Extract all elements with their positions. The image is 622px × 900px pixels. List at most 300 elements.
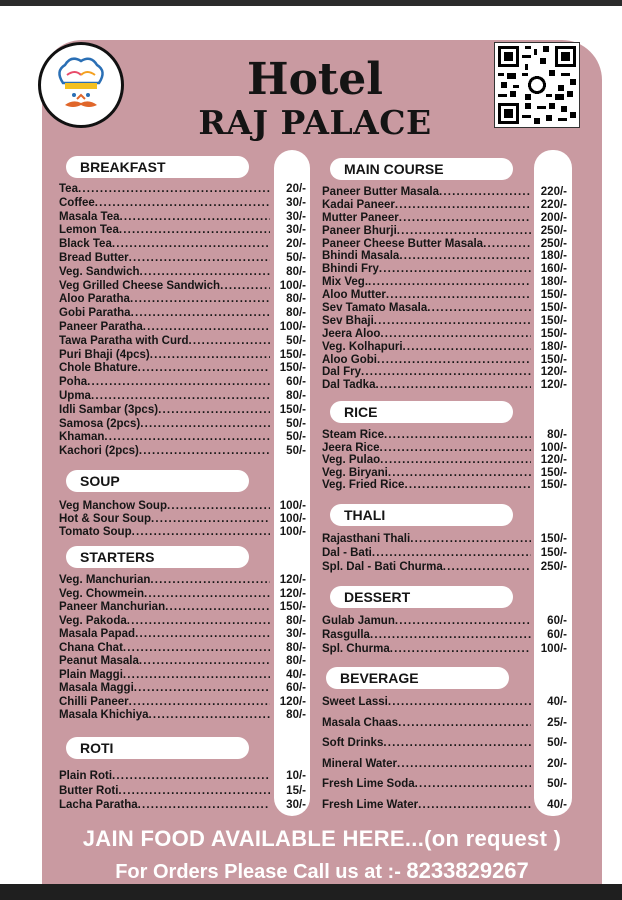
dot-leader — [78, 183, 270, 197]
menu-item — [59, 307, 306, 321]
order-text: For Orders Please Call us at :- — [115, 861, 401, 883]
dot-leader — [380, 454, 531, 467]
menu-item — [59, 321, 306, 335]
menu-item — [59, 628, 306, 642]
menu-item — [59, 500, 306, 513]
dot-leader — [135, 628, 270, 642]
dot-leader — [87, 376, 270, 390]
menu-item — [322, 560, 567, 574]
dot-leader — [375, 379, 531, 392]
menu-item-price: 150/- — [279, 403, 306, 416]
menu-item-price: 30/- — [286, 196, 306, 209]
dot-leader — [120, 211, 270, 225]
menu-item-price: 50/- — [286, 445, 306, 458]
dot-leader — [372, 546, 531, 560]
dot-leader — [139, 655, 270, 669]
menu-item — [59, 362, 306, 376]
menu-item — [59, 280, 306, 294]
menu-item — [59, 238, 306, 252]
menu-item-price: 15/- — [286, 784, 306, 797]
main-course-list — [322, 186, 567, 392]
menu-item-name: Kachori (2pcs) — [59, 445, 139, 458]
menu-item-name: Butter Roti — [59, 784, 119, 797]
dot-leader — [132, 526, 270, 539]
menu-item-name: Chole Bhature — [59, 362, 138, 375]
menu-item — [59, 266, 306, 280]
dot-leader — [140, 266, 270, 280]
menu-item — [59, 293, 306, 307]
menu-item — [322, 276, 567, 289]
menu-item — [59, 615, 306, 629]
dot-leader — [123, 642, 270, 656]
dot-leader — [410, 532, 531, 546]
section-beverage: BEVERAGE — [326, 667, 509, 689]
phone-number[interactable]: 8233829267 — [406, 858, 529, 883]
dot-leader — [398, 713, 531, 734]
bottom-border — [0, 884, 622, 900]
menu-item-price: 150/- — [540, 533, 567, 545]
menu-item-name: Spl. Churma — [322, 643, 390, 655]
chef-logo-icon — [38, 42, 124, 128]
dot-leader — [189, 335, 270, 349]
menu-item-price: 120/- — [279, 587, 306, 600]
menu-item-name: Aloo Paratha — [59, 293, 130, 306]
dot-leader — [380, 328, 531, 341]
menu-item-price: 100/- — [540, 643, 567, 655]
dessert-list — [322, 614, 567, 656]
menu-item-price: 40/- — [286, 668, 306, 681]
menu-item-price: 30/- — [286, 628, 306, 640]
dot-leader — [368, 276, 531, 289]
menu-item-name: Sev Bhaji — [322, 314, 374, 327]
menu-item — [59, 682, 306, 696]
menu-item — [322, 733, 567, 754]
dot-leader — [415, 774, 531, 795]
menu-item — [59, 588, 306, 602]
menu-item — [322, 713, 567, 734]
dot-leader — [138, 798, 270, 813]
menu-item — [322, 379, 567, 392]
starters-list — [59, 574, 306, 723]
menu-item-price: 120/- — [540, 379, 567, 392]
menu-item-price: 100/- — [279, 526, 306, 539]
menu-item — [59, 252, 306, 266]
menu-item-price: 60/- — [547, 615, 567, 627]
menu-item — [59, 404, 306, 418]
dot-leader — [361, 366, 531, 379]
menu-item-price: 80/- — [286, 655, 306, 667]
menu-item-price: 80/- — [286, 389, 306, 402]
roti-list — [59, 769, 306, 813]
menu-item-price: 220/- — [540, 186, 567, 198]
menu-item — [59, 769, 306, 784]
menu-item — [322, 479, 567, 492]
dot-leader — [374, 315, 531, 328]
menu-item-price: 100/- — [279, 279, 306, 292]
menu-item-price: 80/- — [286, 265, 306, 278]
menu-item-price: 100/- — [279, 320, 306, 333]
section-breakfast: BREAKFAST — [66, 156, 249, 178]
dot-leader — [140, 418, 270, 432]
menu-item — [59, 445, 306, 459]
menu-item — [322, 454, 567, 467]
menu-item — [322, 250, 567, 263]
menu-item-name: Veg. Manchurian — [59, 574, 151, 586]
thali-list — [322, 532, 567, 574]
menu-item — [59, 197, 306, 211]
menu-item-name: Sev Tamato Masala — [322, 302, 428, 315]
menu-item-name: Veg Grilled Cheese Sandwich — [59, 279, 221, 292]
dot-leader — [395, 199, 531, 212]
menu-item-name: Paneer Manchurian — [59, 601, 166, 613]
menu-item-name: Dal Tadka — [322, 379, 376, 392]
menu-item — [322, 429, 567, 442]
menu-item — [59, 642, 306, 656]
menu-item-price: 50/- — [286, 334, 306, 347]
menu-item-price: 150/- — [540, 353, 567, 366]
menu-item-price: 250/- — [540, 237, 567, 250]
menu-item-price: 80/- — [286, 709, 306, 721]
dot-leader — [403, 341, 531, 354]
menu-item-name: Paneer Bhurji — [322, 224, 397, 237]
menu-item-price: 20/- — [286, 183, 306, 195]
dot-leader — [377, 354, 531, 367]
menu-item-price: 150/- — [279, 362, 306, 375]
top-border — [0, 0, 622, 6]
section-dessert: DESSERT — [330, 586, 513, 608]
menu-item — [322, 642, 567, 656]
section-rice: RICE — [330, 401, 513, 423]
menu-item-price: 60/- — [286, 376, 306, 389]
menu-item — [322, 754, 567, 775]
menu-item-price: 10/- — [286, 770, 306, 782]
menu-item — [322, 289, 567, 302]
menu-item — [59, 183, 306, 197]
menu-item-name: Poha — [59, 376, 88, 389]
menu-item-name: Bhindi Masala — [322, 250, 400, 263]
dot-leader — [150, 349, 270, 363]
dot-leader — [165, 601, 270, 615]
menu-item-price: 80/- — [286, 307, 306, 320]
menu-item-name: Hot & Sour Soup — [59, 513, 151, 526]
section-main-course: MAIN COURSE — [330, 158, 513, 180]
menu-item-name: Dal - Bati — [322, 547, 372, 559]
menu-item-name: Dal Fry — [322, 366, 361, 379]
menu-item — [322, 263, 567, 276]
menu-item — [322, 199, 567, 212]
menu-item-name: Peanut Masala — [59, 655, 139, 667]
dot-leader — [384, 429, 531, 442]
menu-item — [59, 526, 306, 539]
menu-item — [59, 390, 306, 404]
dot-leader — [388, 692, 531, 713]
menu-item-name: Idli Sambar (3pcs) — [59, 403, 159, 416]
menu-item-name: Coffee — [59, 196, 95, 209]
menu-item-name: Bread Butter — [59, 251, 129, 264]
breakfast-list — [59, 183, 306, 459]
order-contact — [42, 858, 602, 884]
hotel-name: RAJ PALACE — [198, 103, 432, 142]
qr-code-icon[interactable] — [494, 42, 580, 128]
dot-leader — [95, 197, 270, 211]
menu-item-price: 150/- — [540, 327, 567, 340]
dot-leader — [112, 238, 270, 252]
dot-leader — [104, 431, 270, 445]
menu-item — [59, 349, 306, 363]
menu-item-name: Lacha Paratha — [59, 799, 138, 811]
dot-leader — [399, 212, 531, 225]
dot-leader — [397, 754, 531, 775]
menu-item-price: 150/- — [540, 302, 567, 315]
dot-leader — [151, 513, 270, 526]
menu-item-name: Tomato Soup — [59, 526, 132, 539]
dot-leader — [130, 293, 270, 307]
dot-leader — [395, 614, 531, 628]
menu-item-name: Gulab Jamun — [322, 615, 395, 627]
dot-leader — [148, 709, 270, 723]
menu-item-name: Masala Khichiya — [59, 709, 149, 721]
dot-leader — [399, 250, 531, 263]
menu-item — [59, 784, 306, 799]
section-starters: STARTERS — [66, 546, 249, 568]
menu-item-price: 50/- — [286, 251, 306, 264]
menu-item-price: 150/- — [540, 466, 567, 479]
menu-item-price: 160/- — [540, 263, 567, 276]
menu-item-name: Tea — [59, 183, 78, 195]
menu-item — [59, 335, 306, 349]
menu-item-name: Rasgulla — [322, 629, 370, 641]
menu-item-name: Plain Roti — [59, 770, 113, 782]
menu-item-name: Samosa (2pcs) — [59, 417, 141, 430]
menu-item-name: Bhindi Fry — [322, 263, 379, 276]
menu-item — [59, 418, 306, 432]
dot-leader — [483, 238, 531, 251]
menu-item-price: 180/- — [540, 276, 567, 289]
menu-item-price: 25/- — [547, 716, 567, 729]
menu-item — [322, 546, 567, 560]
dot-leader — [123, 669, 270, 683]
dot-leader — [388, 467, 531, 480]
menu-item — [322, 692, 567, 713]
menu-item — [322, 225, 567, 238]
dot-leader — [139, 445, 270, 459]
dot-leader — [443, 560, 531, 574]
menu-item-price: 120/- — [279, 574, 306, 586]
menu-item-price: 80/- — [286, 614, 306, 627]
beverage-list — [322, 692, 567, 815]
menu-item-price: 60/- — [286, 682, 306, 694]
menu-item — [322, 467, 567, 480]
dot-leader — [150, 574, 270, 588]
menu-item-price: 180/- — [540, 340, 567, 353]
dot-leader — [144, 588, 270, 602]
menu-item — [322, 238, 567, 251]
menu-item-price: 120/- — [540, 366, 567, 379]
menu-item-name: Veg. Chowmein — [59, 587, 144, 600]
menu-item-price: 150/- — [279, 601, 306, 613]
menu-item — [322, 302, 567, 315]
dot-leader — [91, 390, 270, 404]
hotel-title: Hotel — [247, 54, 383, 105]
menu-item-name: Fresh Lime Water — [322, 798, 419, 811]
menu-item-name: Veg. Sandwich — [59, 265, 140, 278]
menu-item-name: Masala Chaas — [322, 716, 399, 729]
menu-item-price: 150/- — [540, 289, 567, 302]
menu-item-name: Puri Bhaji (4pcs) — [59, 348, 150, 361]
menu-item-name: Khaman — [59, 431, 105, 444]
menu-item-price: 30/- — [286, 799, 306, 811]
dot-leader — [134, 682, 270, 696]
dot-leader — [131, 307, 270, 321]
menu-item-name: Fresh Lime Soda — [322, 778, 415, 790]
menu-item-name: Steam Rice — [322, 429, 385, 441]
menu-item-price: 100/- — [279, 500, 306, 512]
dot-leader — [129, 252, 270, 266]
menu-item-name: Chana Chat — [59, 641, 123, 654]
menu-item-name: Soft Drinks — [322, 737, 384, 749]
dot-leader — [370, 628, 531, 642]
menu-item — [322, 212, 567, 225]
menu-item-name: Aloo Gobi — [322, 353, 377, 366]
dot-leader — [386, 289, 531, 302]
menu-item — [59, 224, 306, 238]
menu-item-price: 50/- — [286, 417, 306, 430]
dot-leader — [167, 500, 270, 513]
menu-item-price: 80/- — [286, 293, 306, 306]
dot-leader — [390, 642, 531, 656]
dot-leader — [138, 362, 270, 376]
menu-item — [322, 354, 567, 367]
dot-leader — [418, 795, 531, 816]
menu-item — [59, 798, 306, 813]
menu-item-price: 80/- — [286, 641, 306, 654]
dot-leader — [127, 615, 270, 629]
menu-item — [59, 211, 306, 225]
menu-item — [322, 614, 567, 628]
menu-item-name: Kadai Paneer — [322, 198, 395, 211]
menu-item-price: 100/- — [279, 513, 306, 526]
menu-item-price: 250/- — [540, 224, 567, 237]
menu-item-price: 30/- — [286, 224, 306, 237]
menu-item — [59, 376, 306, 390]
menu-item-price: 50/- — [547, 778, 567, 790]
menu-item-name: Paneer Butter Masala — [322, 186, 439, 198]
menu-item — [322, 774, 567, 795]
menu-item-name: Lemon Tea — [59, 224, 119, 237]
jain-food-notice: JAIN FOOD AVAILABLE HERE...(on request ) — [82, 826, 562, 851]
section-thali: THALI — [330, 504, 513, 526]
menu-item-name: Masala Papad — [59, 628, 136, 640]
menu-item-name: Veg. Fried Rice — [322, 479, 405, 492]
dot-leader — [379, 263, 531, 276]
menu-item-price: 50/- — [286, 431, 306, 444]
menu-item-price: 120/- — [279, 695, 306, 708]
menu-item-name: Masala Maggi — [59, 682, 134, 694]
menu-item-price: 20/- — [547, 757, 567, 770]
dot-leader — [158, 404, 270, 418]
menu-item-price: 150/- — [540, 547, 567, 559]
menu-item-price: 220/- — [540, 198, 567, 211]
section-roti: ROTI — [66, 737, 249, 759]
menu-item-price: 180/- — [540, 250, 567, 263]
menu-item — [59, 696, 306, 710]
dot-leader — [118, 784, 270, 799]
menu-item-price: 80/- — [547, 429, 567, 441]
menu-item — [322, 532, 567, 546]
menu-item-name: Mix Veg. — [322, 276, 369, 289]
dot-leader — [397, 225, 531, 238]
menu-item — [322, 628, 567, 642]
menu-item-name: Aloo Mutter — [322, 289, 386, 302]
menu-item-name: Tawa Paratha with Curd — [59, 334, 189, 347]
menu-item-name: Spl. Dal - Bati Churma — [322, 561, 443, 573]
menu-item-name: Veg. Kolhapuri — [322, 340, 403, 353]
dot-leader — [404, 479, 531, 492]
dot-leader — [220, 280, 270, 294]
menu-item — [322, 328, 567, 341]
menu-item — [59, 431, 306, 445]
menu-item-price: 120/- — [540, 454, 567, 467]
menu-item-name: Jeera Aloo — [322, 327, 381, 340]
menu-item-price: 150/- — [540, 479, 567, 492]
menu-item — [59, 601, 306, 615]
menu-item-price: 20/- — [286, 238, 306, 251]
menu-item — [59, 709, 306, 723]
menu-item-name: Veg. Pulao — [322, 454, 381, 467]
menu-item-name: Rajasthani Thali — [322, 533, 411, 545]
menu-item — [322, 341, 567, 354]
menu-item-price: 250/- — [540, 561, 567, 573]
dot-leader — [439, 186, 531, 199]
menu-item-name: Upma — [59, 389, 91, 402]
menu-item-price: 60/- — [547, 629, 567, 641]
menu-item-name: Jeera Rice — [322, 441, 380, 454]
menu-item-price: 150/- — [279, 348, 306, 361]
dot-leader — [383, 733, 531, 754]
menu-item-name: Paneer Cheese Butter Masala — [322, 237, 484, 250]
menu-item-name: Masala Tea — [59, 210, 120, 223]
soup-list — [59, 500, 306, 540]
rice-list — [322, 429, 567, 492]
dot-leader — [380, 442, 531, 455]
dot-leader — [119, 224, 270, 238]
menu-item-name: Veg. Pakoda — [59, 614, 127, 627]
menu-item-price: 40/- — [547, 798, 567, 811]
menu-item-name: Mutter Paneer — [322, 211, 399, 224]
menu-item-name: Chilli Paneer — [59, 695, 129, 708]
menu-item-name: Black Tea — [59, 238, 112, 251]
menu-item — [59, 574, 306, 588]
menu-item — [322, 315, 567, 328]
menu-item — [59, 513, 306, 526]
dot-leader — [427, 302, 531, 315]
menu-item-name: Gobi Paratha — [59, 307, 131, 320]
menu-item — [59, 655, 306, 669]
menu-item — [322, 795, 567, 816]
section-soup: SOUP — [66, 470, 249, 492]
menu-item — [322, 186, 567, 199]
menu-item-price: 30/- — [286, 210, 306, 223]
menu-item — [59, 669, 306, 683]
menu-item-price: 150/- — [540, 314, 567, 327]
menu-item — [322, 366, 567, 379]
menu-item-name: Plain Maggi — [59, 668, 123, 681]
dot-leader — [112, 769, 270, 784]
menu-item-name: Sweet Lassi — [322, 696, 388, 708]
menu-item-name: Mineral Water — [322, 757, 397, 770]
menu-item-name: Veg. Biryani — [322, 466, 388, 479]
menu-item-price: 40/- — [547, 696, 567, 708]
